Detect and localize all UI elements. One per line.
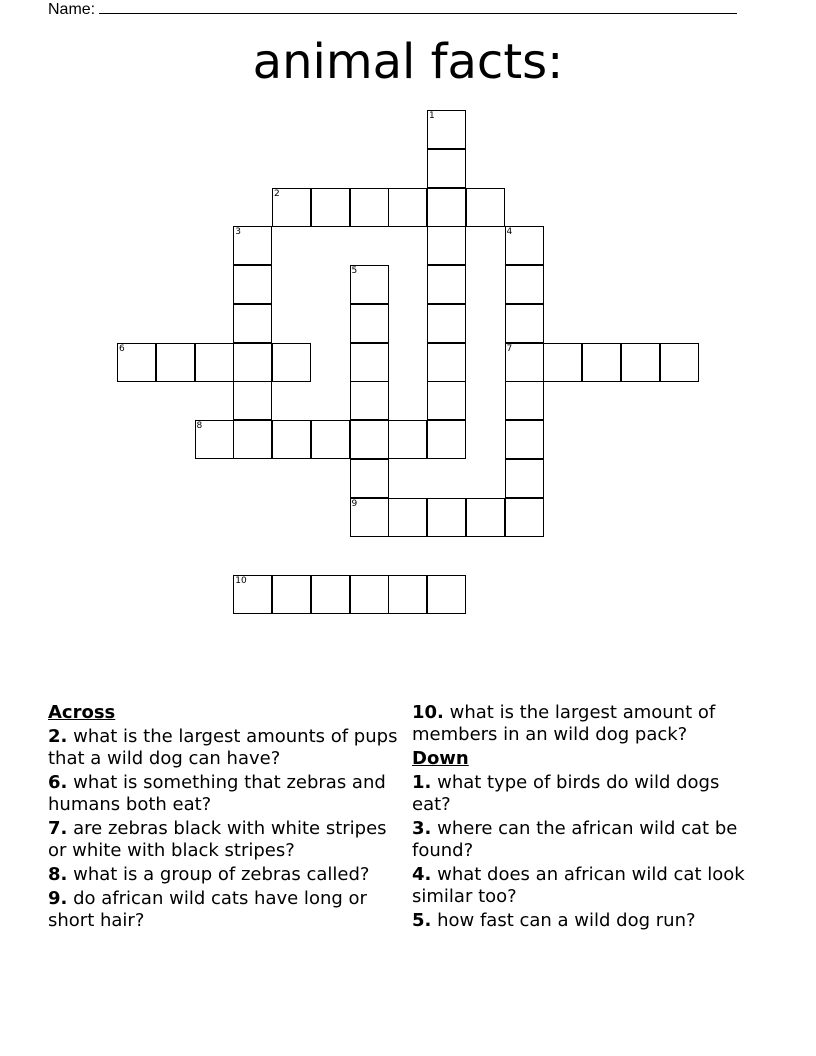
grid-cell[interactable] [272,343,311,382]
grid-cell[interactable] [427,343,466,382]
grid-cell[interactable] [272,575,311,614]
grid-cell[interactable] [350,265,389,304]
cell-number: 3 [235,227,241,238]
grid-cell[interactable] [505,304,544,343]
grid-cell[interactable] [311,575,350,614]
grid-cell[interactable] [233,575,272,614]
grid-cell[interactable] [195,420,234,459]
grid-cell[interactable] [233,265,272,304]
grid-cell[interactable] [427,226,466,265]
clue-across-7: 7. are zebras black with white stripes or white with black stripes? [48,818,387,861]
grid-cell[interactable] [427,498,466,537]
grid-cell[interactable] [582,343,621,382]
grid-cell[interactable] [350,459,389,498]
grid-cell[interactable] [350,188,389,227]
cell-number: 8 [196,421,203,431]
grid-cell[interactable] [388,188,427,227]
cell-number: 4 [506,227,513,238]
clue-across-2: 2. what is the largest amounts of pups that a wild dog can have? [48,726,398,769]
grid-cell[interactable] [427,149,466,188]
grid-cell[interactable] [505,343,544,382]
clues-left-column [48,702,398,934]
clue-across-9: 9. do african wild cats have long or short hair? [48,888,367,931]
grid-cell[interactable] [427,420,466,459]
grid-cell[interactable] [272,188,311,227]
grid-cell[interactable] [505,498,544,537]
grid-cell[interactable] [543,343,582,382]
grid-cell[interactable] [505,420,544,459]
cell-number: 1 [429,111,435,121]
cell-number: 10 [235,576,247,586]
clue-down-3: 3. where can the african wild cat be found? [412,818,738,861]
grid-cell[interactable] [350,575,389,614]
grid-cell[interactable] [195,343,234,382]
grid-cell[interactable] [660,343,699,382]
cell-number: 7 [506,343,513,354]
page-title: animal facts: [252,34,564,90]
grid-cell[interactable] [311,420,350,459]
clue-down-1: 1. what type of birds do wild dogs eat? [412,772,720,815]
cell-number: 6 [119,343,125,354]
grid-cell[interactable] [388,575,427,614]
grid-cell[interactable] [156,343,195,382]
grid-cell[interactable] [233,381,272,420]
grid-cell[interactable] [466,188,505,227]
cell-number: 2 [274,188,280,199]
across-heading: Across [48,702,116,723]
grid-cell[interactable] [233,304,272,343]
clue-down-4: 4. what does an african wild cat look similar too? [412,864,745,907]
grid-cell[interactable] [427,381,466,420]
grid-cell[interactable] [388,420,427,459]
grid-cell[interactable] [311,188,350,227]
grid-cell[interactable] [427,265,466,304]
clue-across-6: 6. what is something that zebras and humans both eat? [48,772,386,815]
cell-number: 5 [351,266,358,276]
clues-right-column [412,702,762,934]
grid-cell[interactable] [272,420,311,459]
clue-across-10: 10. what is the largest amount of members in an wild dog pack? [412,702,716,745]
grid-cell[interactable] [427,575,466,614]
grid-cell[interactable] [505,459,544,498]
grid-cell[interactable] [505,381,544,420]
grid-cell[interactable] [233,420,272,459]
grid-cell[interactable] [350,420,389,459]
grid-cell[interactable] [350,343,389,382]
grid-cell[interactable] [427,110,466,149]
grid-cell[interactable] [350,498,389,537]
grid-cell[interactable] [233,343,272,382]
down-heading: Down [412,748,469,769]
name-label: Name: [48,1,96,18]
grid-cell[interactable] [388,498,427,537]
clue-down-5: 5. how fast can a wild dog run? [412,910,696,931]
grid-cell[interactable] [505,265,544,304]
grid-cell[interactable] [233,226,272,265]
grid-cell[interactable] [427,304,466,343]
cell-number: 9 [351,498,358,509]
grid-cell[interactable] [350,381,389,420]
grid-cell[interactable] [466,498,505,537]
grid-cell[interactable] [117,343,156,382]
grid-cell[interactable] [350,304,389,343]
grid-cell[interactable] [505,226,544,265]
grid-cell[interactable] [621,343,660,382]
grid-cell[interactable] [427,188,466,227]
clue-across-8: 8. what is a group of zebras called? [48,864,370,885]
